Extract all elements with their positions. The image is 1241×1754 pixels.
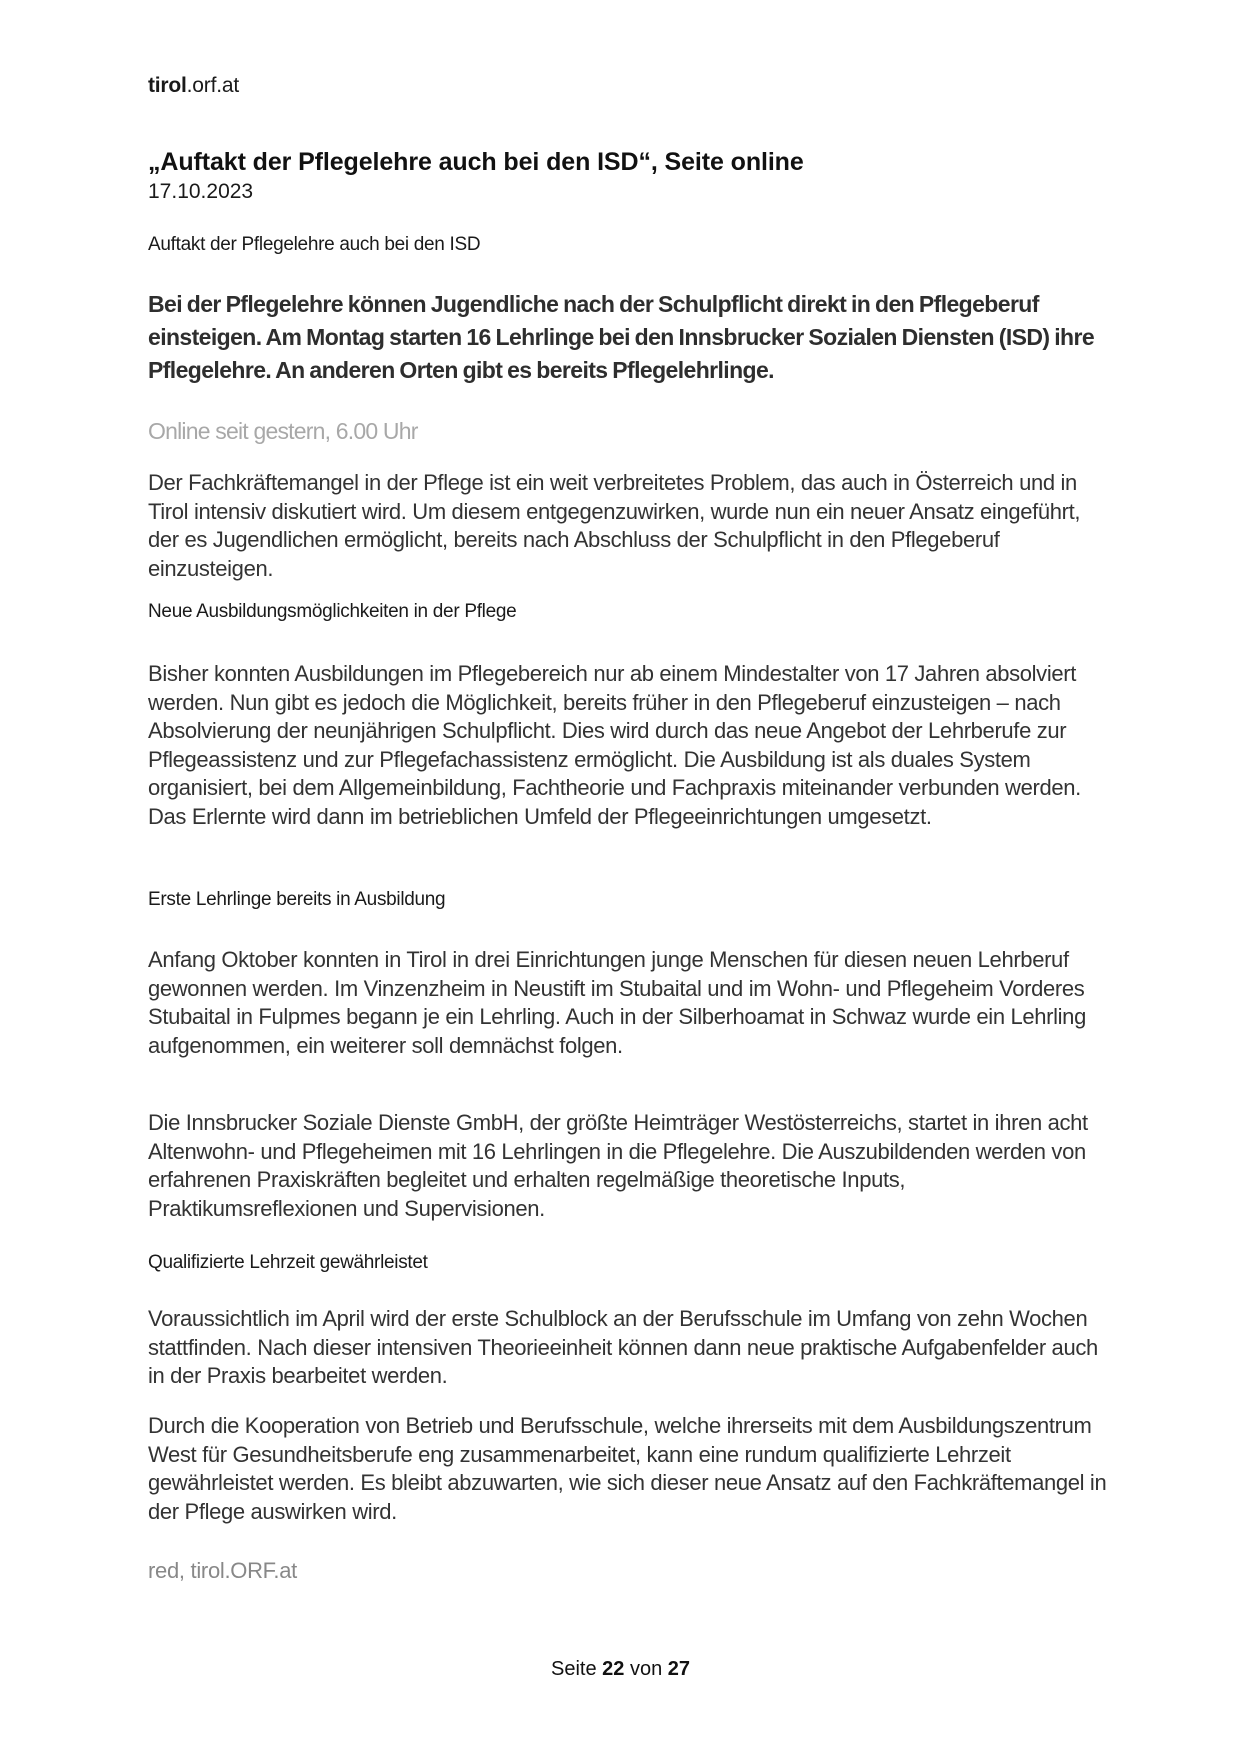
paragraph-6: Durch die Kooperation von Betrieb und Berufsschule, welche ihrerseits mit dem Ausbildungszentrum West für Gesundheitsberufe eng zusammenarbeitet, kann eine rundum qualifizierte Lehrzeit gewährleistet werden. Es bleibt abzuwarten, wie sich dieser neue Ansatz auf den Fachkräftemangel in der Pflege auswirken wird. xyxy=(148,1413,1107,1524)
article-author: red, tirol.ORF.at xyxy=(148,1558,297,1583)
paragraph-5: Voraussichtlich im April wird der erste Schulblock an der Berufsschule im Umfang von zehn Wochen stattfinden. Nach dieser intensiven Theorieeinheit können dann neue praktische Aufgabenfelder auch in der Praxis bearbeitet werden. xyxy=(148,1306,1098,1388)
subheading-1: Neue Ausbildungsmöglichkeiten in der Pflege xyxy=(148,601,517,622)
paragraph-3: Anfang Oktober konnten in Tirol in drei Einrichtungen junge Menschen für diesen neuen Lehrberuf gewonnen werden. Im Vinzenzheim in Neustift im Stubaital und im Wohn- und Pflegeheim Vorderes Stubaital in Fulpmes begann je ein Lehrling. Auch in der Silberhoamat in Schwaz wurde ein Lehrling aufgenommen, ein weiterer soll demnächst folgen. xyxy=(148,947,1086,1058)
online-since: Online seit gestern, 6.00 Uhr xyxy=(148,418,418,444)
subheading-3: Qualifizierte Lehrzeit gewährleistet xyxy=(148,1252,428,1273)
source-label xyxy=(148,74,239,98)
page-total: 27 xyxy=(667,1658,691,1680)
article-date: 17.10.2023 xyxy=(148,180,254,203)
article-kicker: Auftakt der Pflegelehre auch bei den ISD xyxy=(148,234,481,255)
article-title: „Auftakt der Pflegelehre auch bei den ISD“, Seite online xyxy=(148,148,804,176)
article-lead: Bei der Pflegelehre können Jugendliche nach der Schulpflicht direkt in den Pflegeberuf einsteigen. Am Montag starten 16 Lehrlinge bei den Innsbrucker Sozialen Diensten (ISD) ihre Pflegelehre. An anderen Orten gibt es bereits Pflegelehrlinge. xyxy=(148,291,1095,383)
source-rest: .orf.at xyxy=(186,74,239,97)
source-bold: tirol xyxy=(148,74,187,97)
paragraph-4: Die Innsbrucker Soziale Dienste GmbH, der größte Heimträger Westösterreichs, startet in ihren acht Altenwohn- und Pflegeheimen mit 16 Lehrlingen in die Pflegelehre. Die Auszubildenden werden von erfahrenen Praxiskräften begleitet und erhalten regelmäßige theoretische Inputs, Praktikumsreflexionen und Supervisionen. xyxy=(148,1110,1088,1221)
page-label: Seite xyxy=(550,1658,597,1680)
page-current: 22 xyxy=(602,1658,625,1680)
page-footer xyxy=(0,1658,1241,1681)
paragraph-1: Der Fachkräftemangel in der Pflege ist ein weit verbreitetes Problem, das auch in Österreich und in Tirol intensiv diskutiert wird. Um diesem entgegenzuwirken, wurde nun ein neuer Ansatz eingeführt, der es Jugendlichen ermöglicht, bereits nach Abschluss der Schulpflicht in den Pflegeberuf einzusteigen. xyxy=(148,470,1081,581)
page-separator: von xyxy=(629,1658,663,1680)
subheading-2: Erste Lehrlinge bereits in Ausbildung xyxy=(148,889,446,910)
paragraph-2: Bisher konnten Ausbildungen im Pflegebereich nur ab einem Mindestalter von 17 Jahren absolviert werden. Nun gibt es jedoch die Möglichkeit, bereits früher in den Pflegeberuf einzusteigen – nach Absolvierung der neunjährigen Schulpflicht. Dies wird durch das neue Angebot der Lehrberufe zur Pflegeassistenz und zur Pflegefachassistenz ermöglicht. Die Ausbildung ist als duales System organisiert, bei dem Allgemeinbildung, Fachtheorie und Fachpraxis miteinander verbunden werden. Das Erlernte wird dann im betrieblichen Umfeld der Pflegeeinrichtungen umgesetzt. xyxy=(148,661,1081,829)
